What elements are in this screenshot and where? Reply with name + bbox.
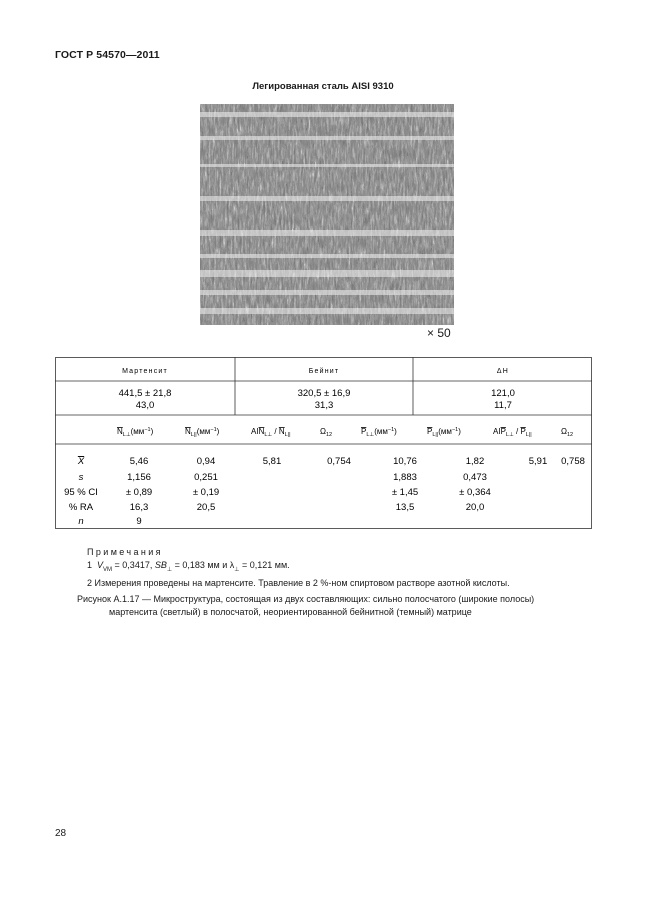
page-number: 28: [55, 828, 67, 839]
table-cell: 1,883: [393, 472, 417, 483]
measurement-table: [55, 357, 592, 529]
note-2: 2 Измерения проведены на мартенсите. Травление в 2 %-ном спиртовом растворе азотной кислоты.: [87, 577, 510, 588]
note-1-v-sub: VM: [103, 566, 113, 573]
note-1-a: = 0,3417,: [112, 560, 155, 570]
note-1-sb-sub: ⊥: [166, 566, 173, 573]
table-cell: 20,5: [196, 502, 216, 513]
figure-caption: [77, 593, 534, 619]
bainite-value: 320,5 ± 16,9: [297, 388, 351, 399]
table-cell: 13,5: [395, 502, 415, 513]
table-cell: ± 1,45: [391, 487, 419, 498]
col-header-pl-perp: $P_{L\perp}(мм^{-1})$: [361, 427, 397, 438]
martensite-value: 441,5 ± 21,8: [118, 388, 172, 399]
caption-line-1: Рисунок А.1.17 — Микроструктура, состоящая из двух составляющих: сильно полосчатого (широкие полосы): [77, 594, 535, 604]
note-1-b: = 0,183 мм и λ: [172, 560, 235, 570]
row-label-s: s: [78, 472, 84, 483]
martensite-subvalue: 43,0: [135, 400, 155, 411]
col-header-ai-n: $AIN_{L\perp} / N_{L||}$: [251, 427, 291, 438]
table-cell: 0,758: [561, 456, 585, 467]
col-header-pl-par: $P_{L||}(мм^{-1})$: [427, 427, 461, 438]
table-cell: ± 0,89: [125, 487, 153, 498]
table-cell: 0,94: [196, 456, 216, 467]
table-cell: 16,3: [129, 502, 149, 513]
table-cell: ± 0,19: [192, 487, 220, 498]
table-cell: 5,81: [262, 456, 282, 467]
phase-martensite-label: Мартенсит: [122, 368, 168, 375]
row-label-n: n: [78, 516, 84, 527]
table-cell: 1,82: [465, 456, 485, 467]
table-cell: 10,76: [393, 456, 417, 467]
table-cell: 0,473: [463, 472, 487, 483]
col-header-nl-perp: $N_{L\perp}(мм^{-1})$: [117, 427, 154, 438]
col-header-omega-1: $\Omega_{12}$: [320, 427, 333, 438]
table-cell: 0,251: [194, 472, 218, 483]
delta-h-subvalue: 11,7: [494, 400, 512, 411]
phase-delta-h-label: ΔН: [496, 368, 510, 375]
note-1: [87, 559, 510, 577]
col-header-ai-p: $AIP_{L\perp} / P_{L||}$: [493, 427, 532, 438]
table-cell: ± 0,364: [459, 487, 491, 498]
note-1-v: V: [97, 560, 104, 570]
table-cell: 1,156: [127, 472, 151, 483]
notes-block: [87, 546, 510, 590]
table-cell: 20,0: [465, 502, 485, 513]
table-cell: 5,46: [129, 456, 149, 467]
notes-title: Примечания: [87, 547, 163, 557]
note-1-number: 1: [87, 560, 93, 570]
delta-h-value: 121,0: [491, 388, 515, 399]
note-1-l-sub: ⊥: [234, 566, 240, 573]
bainite-subvalue: 31,3: [314, 400, 334, 411]
table-cell: 9: [136, 516, 142, 527]
row-label-ci: 95 % CI: [64, 487, 98, 498]
note-1-c: = 0,121 мм.: [239, 560, 290, 570]
col-header-omega-2: $\Omega_{12}$: [561, 427, 574, 438]
micrograph-texture: [200, 104, 454, 325]
note-1-sb: SB: [154, 560, 167, 570]
table-cell: 5,91: [528, 456, 548, 467]
col-header-nl-par: $N_{L||}(мм^{-1})$: [185, 427, 220, 438]
figure-title: Легированная сталь AISI 9310: [252, 81, 394, 92]
magnification-label: × 50: [427, 326, 451, 340]
caption-line-2: мартенсита (светлый) в полосчатой, неориентированной бейнитной (темный) матрице: [109, 607, 472, 617]
table-cells: [126, 456, 585, 527]
micrograph-image: [200, 104, 454, 325]
phase-bainite-label: Бейнит: [308, 368, 340, 375]
document-header: ГОСТ Р 54570—2011: [55, 49, 160, 61]
row-label-mean: X: [77, 456, 85, 467]
row-label-ra: % RA: [68, 502, 94, 513]
row-labels: [64, 456, 98, 527]
table-cell: 0,754: [327, 456, 351, 467]
column-headers: [117, 427, 573, 438]
